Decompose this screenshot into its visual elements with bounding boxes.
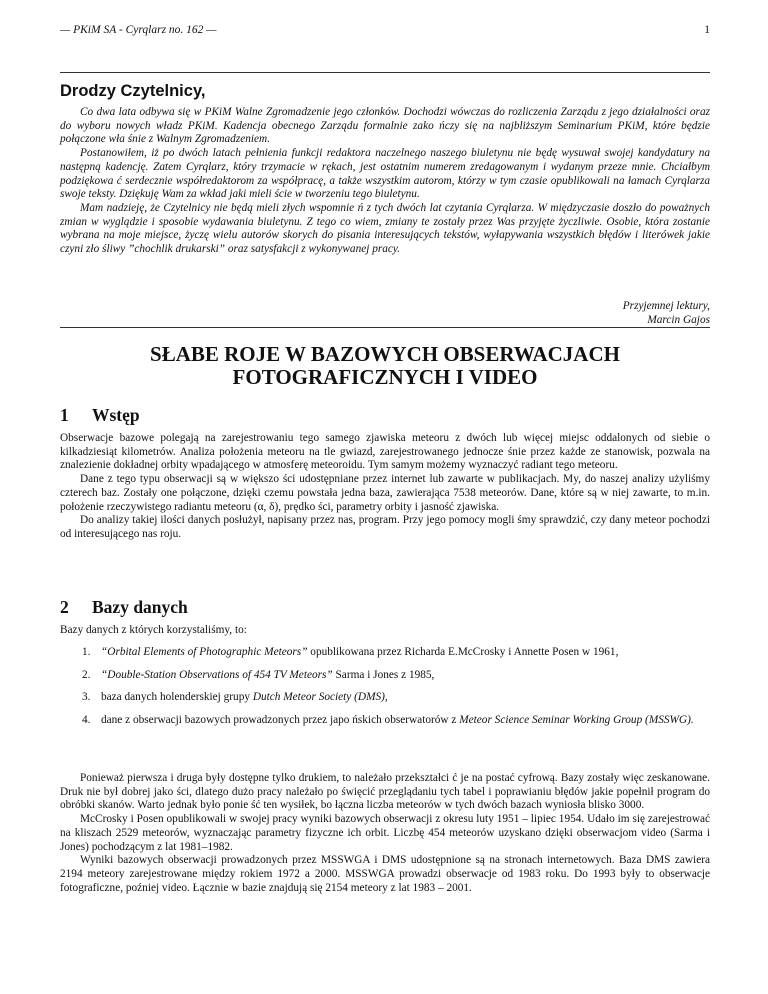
section-2-intro [60,624,710,638]
list-item: 3. baza danych holenderskiej grupy Dutch Meteor Society (DMS), [82,691,388,704]
list-item: 2. “Double-Station Observations of 454 TV Meteors” Sarma i Jones z 1985, [82,668,435,681]
section-1-body [60,432,710,542]
article-title-line: FOTOGRAFICZNYCH I VIDEO [232,365,538,389]
editor-letter [60,106,710,257]
top-divider [60,72,710,73]
body-paragraph: Ponieważ pierwsza i druga były dostępne tylko drukiem, to należało przekształci ć je na postać cyfrową. Bazy zostały więc zeskanowane. Druk nie był dobrej jako ści, dlatego dużo pracy należało po święcić przeglądaniu tych tabel i poprawianiu błędów jakie popełnił program do obróbki skanów. Warto jednak było ponie ść ten wysiłek, bo łączna liczba meteorów w tych dwóch bazach wyniosła blisko 3000. [60,772,710,812]
database-list [60,646,710,737]
letter-signoff [60,300,710,327]
body-paragraph: Do analizy takiej ilości danych posłużył, napisany przez nas, program. Przy jego pomocy mogli śmy sprawdzić, czy dany meteor pochodzi od interesującego nas roju. [60,514,710,540]
letter-paragraph: Postanowiłem, iż po dwóch latach pełnienia funkcji redaktora naczelnego naszego biuletynu nie będę wysuwał swojej kandydatury na następną kadencję. Zatem Cyrqlarz, który trzymacie w rękach, jest ostatnim numerem zredagowanym i wydanym przeze mnie. Chciałbym podziękowa ć serdecznie współredaktorom za współpracę, a także wszystkim autorom, którzy w tym czasie opublikowali na łamach Cyrqlarza swoje teksty. Dziękuję Wam za wkład jaki mieli ście w tworzeniu tego biuletynu. [60,147,710,201]
article-title-line: SŁABE ROJE W BAZOWYCH OBSERWACJACH [150,342,620,366]
body-paragraph: McCrosky i Posen opublikowali w swojej pracy wyniki bazowych obserwacji z okresu luty 1951 – lipiec 1954. Udało im się zarejestrować na kliszach 2529 meteorów, wyznaczając parametry fizyczne ich orbit. Liczbę 454 meteorów uzyskano dzięki obserwacjom video (Sarma i Jones) pochodzącym z lat 1981–1982. [60,813,710,853]
letter-signature: Marcin Gajos [647,313,710,326]
list-item: 4. dane z obserwacji bazowych prowadzonych przez japo ńskich obserwatorów z Meteor Science Seminar Working Group (MSSWG). [82,714,694,727]
letter-closing: Przyjemnej lektury, [622,300,710,312]
letter-greeting: Drodzy Czytelnicy, [60,82,206,100]
body-paragraph: Bazy danych z których korzystaliśmy, to: [60,624,247,636]
letter-paragraph: Mam nadzieję, że Czytelnicy nie będą mieli złych wspomnie ń z tych dwóch lat czytania Cyrqlarza. W międzyczasie doszło do poważnych zmian w wyglądzie i sposobie wydawania biuletynu. Z tego co wiem, zmiany te zostały przez Was przyjęte życzliwie. Osobie, która zostanie wybrana na moje miejsce, życzę wielu autorów skorych do pisania interesujących tekstów, wyłapywania wszystkich błędów i literówek jakie czyni zło śliwy ”chochlik drukarski” oraz satysfakcji z wykonywanej pracy. [60,201,710,256]
section-heading-2 [60,597,188,618]
body-paragraph: Dane z tego typu obserwacji są w większo ści udostępniane przez internet lub zawarte w publikacjach. My, do naszej analizy użyliśmy czterech baz. Zostały one połączone, dzięki czemu powstała jedna baza, zawierająca 7538 meteorów. Dane, które są w niej zawarte, to m.in. położenie rzeczywistego radiantu meteoru (α, δ), prędko ści, parametry orbity i jasność zjawiska. [60,473,710,513]
list-item: 1. “Orbital Elements of Photographic Meteors” opublikowana przez Richarda E.McCrosky i Annette Posen w 1961, [82,646,619,658]
section-title: Wstęp [92,405,140,425]
section-title: Bazy danych [92,597,188,617]
page-number: 1 [704,24,710,36]
body-paragraph: Wyniki bazowych obserwacji prowadzonych przez MSSWGA i DMS udostępnione są na stronach internetowych. Baza DMS zawiera 2194 meteory zarejestrowane między rokiem 1972 a 2000. MSSWGA prowadzi obserwacje od 1983 roku. Do 1993 były to obserwacje fotograficzne, poźniej video. Łącznie w bazie znajdują się 2154 meteory z lat 1983 – 2001. [60,854,710,894]
body-paragraph: Obserwacje bazowe polegają na zarejestrowaniu tego samego zjawiska meteoru z dwóch lub więcej miejsc oddalonych od siebie o kilkadziesiąt kilometrów. Analiza położenia meteoru na tle gwiazd, zarejestrowanego jednocze śnie przez każde ze stanowisk, pozwala na znalezienie dokładnej orbity wpadającego w atmosferę meteoroidu. Tym samym możemy wyznaczyć radiant tego meteoru. [60,432,710,472]
letter-paragraph: Co dwa lata odbywa się w PKiM Walne Zgromadzenie jego członków. Dochodzi wówczas do rozliczenia Zarządu z jego działalności oraz do wyboru nowych władz PKiM. Kadencja obecnego Zarządu formalnie zako ńczy się na najbliższym Seminarium PKiM, które będzie połączone wła śnie z Walnym Zgromadzeniem. [60,106,710,146]
section-number: 2 [60,597,69,617]
bottom-divider [60,327,710,328]
running-title: — PKiM SA - Cyrqlarz no. 162 — [60,24,217,36]
section-heading-1 [60,405,140,426]
section-2-body [60,772,710,895]
article-title [60,343,710,389]
section-number: 1 [60,405,69,425]
running-header [60,24,710,36]
